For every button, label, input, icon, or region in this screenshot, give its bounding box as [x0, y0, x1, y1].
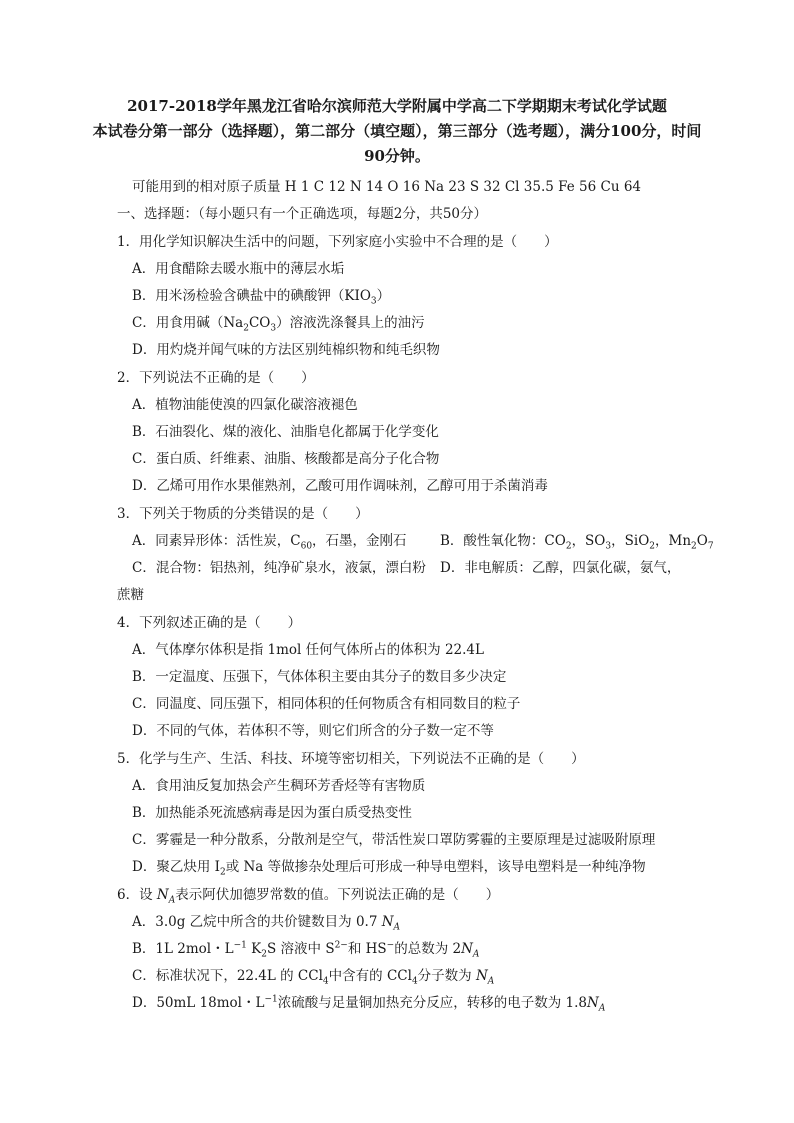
q2-stem: 2．下列说法不正确的是（ ）	[117, 370, 315, 386]
section-heading: 一、选择题：（每小题只有一个正确选项，每题2分，共50分）	[117, 206, 488, 222]
q2-option-b: B．石油裂化、煤的液化、油脂皂化都属于化学变化	[132, 424, 439, 440]
q1-option-b: B．用米汤检验含碘盐中的碘酸钾$(KIO_3)$	[132, 288, 391, 307]
q2-option-c: C．蛋白质、纤维素、油脂、核酸都是高分子化合物	[132, 451, 440, 467]
q4-stem: 4．下列叙述正确的是（ ）	[117, 615, 302, 631]
atomic-mass-line: 可能用到的相对原子质量 H 1 C 12 N 14 O 16 Na 23 S 32 Cl 35.5 Fe 56 Cu 64	[132, 179, 642, 195]
q1-option-c: C．用食用碱$(Na_2CO_3)$溶液洗涤餐具上的油污	[132, 315, 425, 334]
exam-title: 2017-2018学年黑龙江省哈尔滨师范大学附属中学高二下学期期末考试化学试题	[127, 97, 667, 115]
q3-option-d: D．非电解质：乙醇，四氯化碳，氨气，	[440, 560, 681, 576]
q2-option-d: D．乙烯可用作水果催熟剂，乙酸可用作调味剂，乙醇可用于杀菌消毒	[132, 478, 548, 494]
exam-instructions: 本试卷分第一部分（选择题），第二部分（填空题），第三部分（选考题），满分100分，时间	[92, 122, 702, 140]
q3-option-c: C．混合物：铝热剂，纯净矿泉水，液氯，漂白粉	[132, 560, 426, 576]
q5-option-a: A．食用油反复加热会产生稠环芳香烃等有害物质	[132, 778, 426, 794]
q2-option-a: A．植物油能使溴的四氯化碳溶液褪色	[132, 397, 358, 413]
q5-option-c: C．雾霾是一种分散系，分散剂是空气，带活性炭口罩防雾霾的主要原理是过滤吸附原理	[132, 832, 656, 848]
q5-stem: 5．化学与生产、生活、科技、环境等密切相关，下列说法不正确的是（ ）	[117, 751, 585, 767]
q3-option-a: A．同素异形体：活性炭，$C_{60}$，石墨，金刚石	[132, 533, 407, 552]
q1-option-a: A．用食醋除去暖水瓶中的薄层水垢	[132, 261, 345, 277]
q4-option-b: B．一定温度、压强下，气体体积主要由其分子的数目多少决定	[132, 669, 507, 685]
q5-option-d: D．聚乙炔用 $I_2$或 Na 等做掺杂处理后可形成一种导电塑料，该导电塑料是一种纯净物	[132, 859, 646, 878]
q6-option-a: A．3.0g 乙烷中所含的共价键数目为 0.7 $N_A$	[132, 914, 401, 933]
q3-stem: 3．下列关于物质的分类错误的是（ ）	[117, 506, 369, 522]
q1-stem: 1．用化学知识解决生活中的问题，下列家庭小实验中不合理的是（ ）	[117, 234, 558, 250]
q6-option-b: B．1L 2mol・$L^{-1}$ $K_2S$ 溶液中 $S^{2-}$和 HS−的总数为 $2N_A$	[132, 940, 480, 960]
q4-option-d: D．不同的气体，若体积不等，则它们所含的分子数一定不等	[132, 723, 494, 739]
q4-option-c: C．同温度、同压强下，相同体积的任何物质含有相同数目的粒子	[132, 696, 521, 712]
q6-stem: 6．设 $N_A$表示阿伏加德罗常数的值。下列说法正确的是（ ）	[117, 887, 500, 906]
q4-option-a: A．气体摩尔体积是指 1mol 任何气体所占的体积为 22.4L	[132, 642, 484, 658]
q5-option-b: B．加热能杀死流感病毒是因为蛋白质受热变性	[132, 805, 412, 821]
q6-option-d: D．50mL 18mol・$L^{-1}$浓硫酸与足量铜加热充分反应，转移的电子数为 $1.8N_A$	[132, 994, 606, 1014]
q3-option-b: B．酸性氧化物：$CO_2$，$SO_3$，SiO$_2$，$Mn_2O_7$	[440, 533, 714, 552]
q3-option-d-cont: 蔗糖	[117, 587, 144, 603]
q1-option-d: D．用灼烧并闻气味的方法区别纯棉织物和纯毛织物	[132, 342, 440, 358]
exam-instructions-cont: 90分钟。	[364, 147, 430, 165]
q6-option-c: C．标准状况下，22.4L 的 CCl$_4$中含有的 CCl$_4$分子数为 $N_A$	[132, 968, 495, 987]
